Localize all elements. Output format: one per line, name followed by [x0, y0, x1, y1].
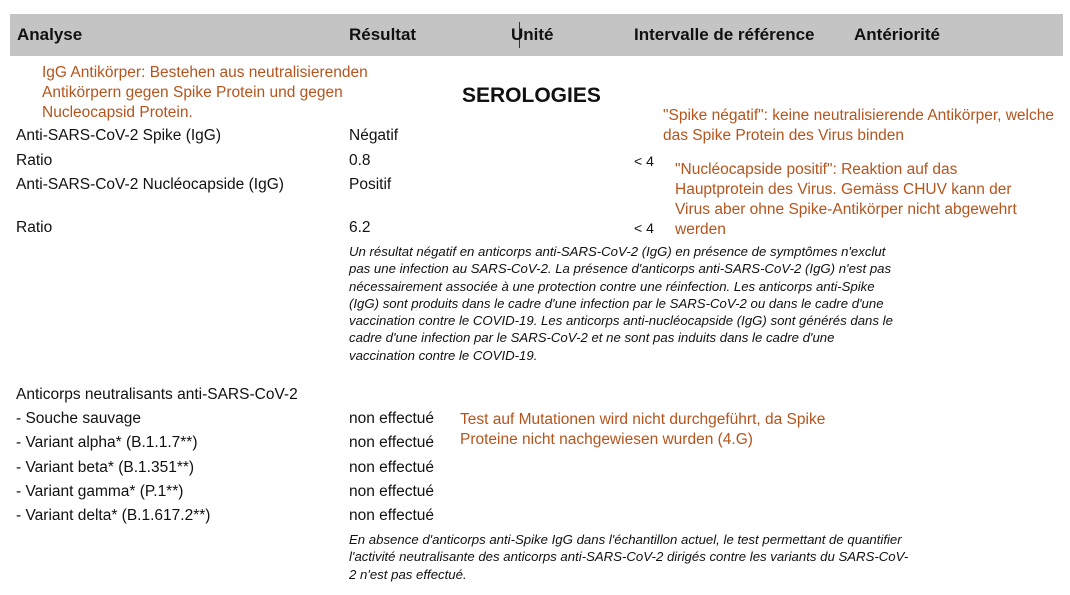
serology-comment: Un résultat négatif en anticorps anti-SARS-CoV-2 (IgG) en présence de symptômes n'exclut pas une infection au SARS-CoV-2. La présence d'anticorps anti-SARS-CoV-2 (IgG) n'est pas nécessairement associée à une protection contre une réinfection. Les anticorps anti-Spike (IgG) sont produits dans le cadre d'une infection par le SARS-CoV-2 ou dans le cadre d'une vaccination contre le COVID-19. Les anticorps anti-nucléocapside (IgG) sont générés dans le cadre d'une infection par le SARS-CoV-2 et ne sont pas induits dans le cadre d'une vaccination contre le COVID-19. [349, 244, 893, 363]
row-analyse: - Variant alpha* (B.1.1.7**) [16, 434, 198, 451]
header-unite: Unité [511, 25, 554, 44]
row-analyse: - Variant gamma* (P.1**) [16, 483, 184, 500]
row-analyse: Anti-SARS-CoV-2 Nucléocapside (IgG) [16, 176, 284, 193]
row-result: non effectué [349, 507, 435, 524]
row-analyse: - Souche sauvage [16, 410, 141, 427]
row-result: Négatif [349, 127, 399, 144]
row-analyse: - Variant beta* (B.1.351**) [16, 459, 195, 476]
spike-annotation: "Spike négatif": keine neutralisierende Antikörper, welche das Spike Protein des Virus binden [663, 107, 1054, 144]
row-result: non effectué [349, 483, 435, 500]
row-reference: < 4 [634, 153, 654, 169]
igg-annotation: IgG Antikörper: Bestehen aus neutralisierenden Antikörpern gegen Spike Protein und gegen Nucleocapsid Protein. [42, 64, 368, 121]
row-result: 6.2 [349, 219, 371, 236]
header-intervalle: Intervalle de référence [634, 25, 815, 44]
header-resultat: Résultat [349, 25, 417, 44]
row-result: non effectué [349, 410, 435, 427]
row-reference: < 4 [634, 220, 654, 236]
table-header [10, 14, 1063, 56]
row-result: 0.8 [349, 152, 371, 169]
row-analyse: - Variant delta* (B.1.617.2**) [16, 507, 211, 524]
section-title: SEROLOGIES [462, 84, 601, 107]
row-analyse: Ratio [16, 152, 53, 169]
row-analyse: Anti-SARS-CoV-2 Spike (IgG) [16, 127, 222, 144]
variant-comment: En absence d'anticorps anti-Spike IgG dans l'échantillon actuel, le test permettant de quantifier l'activité neutralisante des anticorps anti-SARS-CoV-2 dirigés contre les variants du SARS-CoV-2 n'est pas effectué. [349, 532, 909, 582]
row-analyse: Ratio [16, 219, 53, 236]
neutralizing-title: Anticorps neutralisants anti-SARS-CoV-2 [16, 386, 298, 403]
mutation-annotation: Test auf Mutationen wird nicht durchgeführt, da Spike Proteine nicht nachgewiesen wurden (4.G) [460, 411, 826, 448]
nucleo-annotation: "Nucléocapside positif": Reaktion auf das Hauptprotein des Virus. Gemäss CHUV kann der Virus aber ohne Spike-Antikörper nicht abgewehrt werden [675, 161, 1017, 238]
row-result: Positif [349, 176, 392, 193]
header-anteriorite: Antériorité [854, 25, 940, 44]
row-result: non effectué [349, 459, 435, 476]
row-result: non effectué [349, 434, 435, 451]
header-analyse: Analyse [17, 25, 83, 44]
